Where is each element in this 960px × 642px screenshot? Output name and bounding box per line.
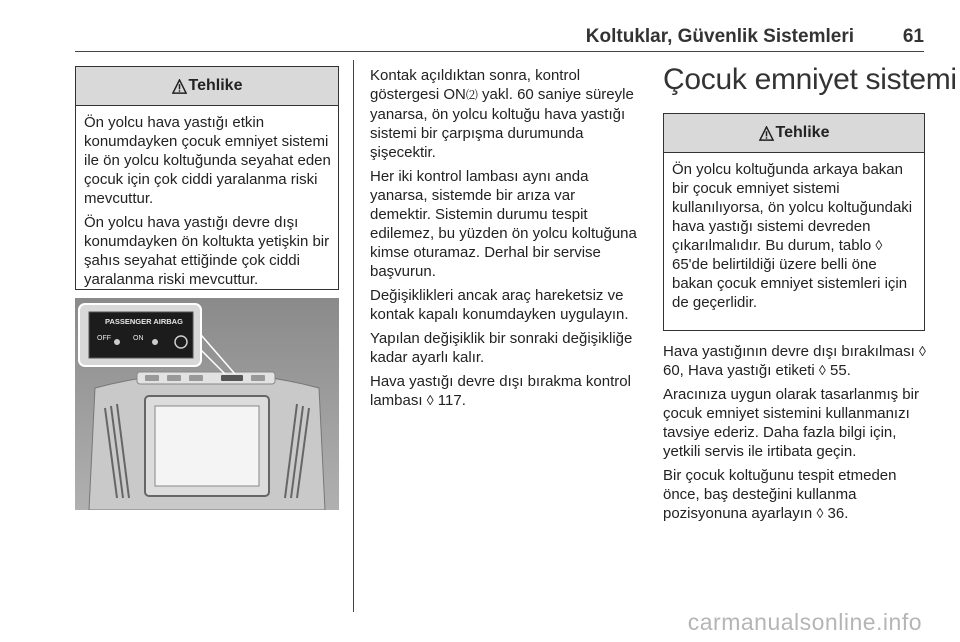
text-span: Hava yastığının devre dışı bırakılması [663, 343, 919, 360]
text-span: 55. [825, 362, 851, 379]
right-column [663, 342, 928, 528]
cross-reference-icon: ◊ [426, 392, 434, 408]
danger-box-header [664, 114, 924, 153]
text-paragraph: Değişiklikleri ancak araç hareketsiz ve kontak kapalı konumdayken uygulayın. [370, 287, 629, 323]
danger-box-body [664, 153, 924, 323]
warning-icon [172, 79, 187, 94]
text-span: 60, Hava yastığı etiketi [663, 362, 819, 379]
airbag-panel-illustration [75, 298, 339, 510]
text-paragraph [663, 342, 928, 380]
dashboard-drawing [75, 298, 339, 510]
text-span: Ön yolcu koltuğunda arkaya bakan bir çocuk emniyet sistemi kullanılıyorsa, ön yolcu koltuğundaki hava yastığı sistemi devreden çıkarılmalıdır. Bu durum, tablo [672, 161, 913, 254]
warning-icon [759, 126, 774, 141]
text-span: Kontak açıldıktan sonra, kontrol göstergesi ON [370, 67, 581, 103]
page-number: 61 [902, 26, 924, 47]
text-paragraph [663, 466, 928, 523]
column-divider [353, 60, 354, 612]
danger-box-body [76, 106, 338, 300]
danger-paragraph: Ön yolcu hava yastığı devre dışı konumdayken ön koltukta yetişkin bir şahıs seyahat ettiğinde çok ciddi yaralanma riski mevcuttur. [84, 214, 330, 288]
seat-person-icon [152, 339, 158, 345]
text-span: 65'de belirtildiği üzere belli öne bakan çocuk emniyet sistemleri için de geçerlidir. [672, 256, 908, 311]
page-title: Koltuklar, Güvenlik Sistemleri [585, 26, 854, 47]
page-header [75, 26, 924, 50]
watermark: carmanualsonline.info [687, 609, 922, 635]
text-paragraph: Aracınıza uygun olarak tasarlanmış bir çocuk emniyet sistemini kullanmanızı tavsiye ederiz. Daha fazla bilgi için, yetkili servis ile irtibata geçin. [663, 386, 919, 460]
text-span: Hava yastığı devre dışı bırakma kontrol lambası [370, 373, 631, 409]
cross-reference-icon: ◊ [918, 343, 926, 359]
text-paragraph: Her iki kontrol lambası aynı anda yanarsa, sistemde bir arıza var demektir. Sistemin durumu tespit edilemez, bu yüzden ön yolcu koltuğuna kimse oturamaz. Derhal bir servise başvurun. [370, 168, 637, 280]
section-heading: Çocuk emniyet sistemi [663, 63, 957, 96]
danger-box-header [76, 67, 338, 106]
text-span: yakl. 60 saniye süreyle yanarsa, ön yolcu koltuğu hava yastığı sistemi bir çarpışma durumunda şişecektir. [370, 86, 634, 161]
text-span: Bir çocuk koltuğunu tespit etmeden önce, baş desteğini kullanma pozisyonuna ayarlayın [663, 467, 897, 522]
danger-box-left [75, 66, 339, 290]
danger-box-right [663, 113, 925, 331]
seat-airbag-icon: ⑵ [465, 88, 478, 102]
off-label: OFF [97, 335, 111, 342]
panel-label: PASSENGER AIRBAG [105, 317, 183, 326]
text-paragraph [370, 372, 638, 410]
seat-person-icon [114, 339, 120, 345]
cross-reference-icon: ◊ [875, 237, 883, 253]
danger-box-title: Tehlike [188, 77, 243, 94]
danger-paragraph [672, 160, 917, 312]
header-rule [75, 51, 924, 52]
text-paragraph: Yapılan değişiklik bir sonraki değişikliğe kadar ayarlı kalır. [370, 330, 633, 366]
danger-paragraph: Ön yolcu hava yastığı etkin konumdayken çocuk emniyet sistemi ile ön yolcu koltuğunda seyahat eden çocuk için çok ciddi yaralanma riski mevcuttur. [84, 114, 331, 207]
middle-column [370, 66, 638, 415]
cross-reference-icon: ◊ [818, 362, 826, 378]
danger-box-title: Tehlike [775, 124, 830, 141]
text-paragraph [370, 66, 638, 162]
page-reference: 117. [433, 392, 466, 409]
on-label: ON [133, 335, 144, 342]
cross-reference-icon: ◊ [816, 505, 824, 521]
text-span: 36. [823, 505, 849, 522]
